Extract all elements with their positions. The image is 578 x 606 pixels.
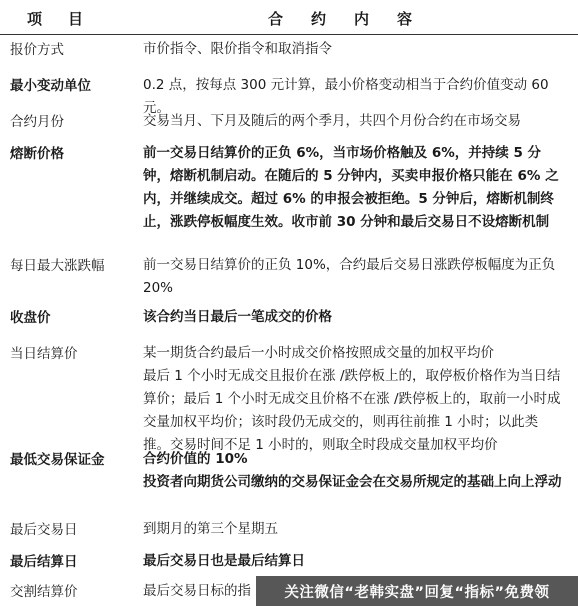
header-item: 项目	[26, 10, 109, 28]
row-label: 最小变动单位	[10, 78, 91, 94]
row-label: 最后交易日	[10, 522, 78, 538]
row-value: 最后交易日标的指	[143, 583, 251, 599]
header-content: 合约内容	[267, 10, 440, 28]
row-label: 合约月份	[10, 114, 64, 130]
row-value: 0.2 点，按每点 300 元计算，最小价格变动相当于合约价值变动 60 元。	[143, 77, 549, 116]
row-value: 交易当月、下月及随后的两个季月，共四个月份合约在市场交易	[143, 113, 521, 129]
row-label: 最后结算日	[10, 554, 78, 570]
row-value: 市价指令、限价指令和取消指令	[143, 41, 332, 57]
row-value: 某一期货合约最后一小时成交价格按照成交量的加权平均价 最后 1 个小时无成交且报价在涨 /跌停板上的，取停板价格作为当日结算价；最后 1 个小时无成交且价格不在涨 /跌停板上的，取前一小时成交量加权平均价；该时段仍无成交的，则再往前推 1 小时；以此类推。交易时间不足 1 小时的，则取全时段成交量加权平均价	[143, 345, 561, 453]
row-value: 到期月的第三个星期五	[143, 521, 278, 537]
row-value: 最后交易日也是最后结算日	[143, 553, 305, 569]
row-label: 收盘价	[10, 310, 51, 326]
watermark-text: 关注微信“老韩实盘”回复“指标”免费领	[284, 584, 550, 601]
row-label: 每日最大涨跌幅	[10, 258, 105, 274]
row-label: 熔断价格	[10, 146, 64, 162]
row-value: 前一交易日结算价的正负 10%，合约最后交易日涨跌停板幅度为正负 20%	[143, 257, 556, 296]
row-value: 该合约当日最后一笔成交的价格	[143, 309, 332, 325]
row-label: 当日结算价	[10, 346, 78, 362]
row-label: 报价方式	[10, 42, 64, 58]
watermark-banner	[256, 576, 578, 606]
row-label: 最低交易保证金	[10, 452, 105, 468]
row-label: 交割结算价	[10, 584, 78, 600]
row-value: 合约价值的 10% 投资者向期货公司缴纳的交易保证金会在交易所规定的基础上向上浮动	[143, 451, 562, 490]
table-header	[0, 0, 578, 35]
row-value: 前一交易日结算价的正负 6%，当市场价格触及 6%，并持续 5 分钟，熔断机制启动。在随后的 5 分钟内，买卖申报价格只能在 6% 之内，并继续成交。超过 6% 的申报会被拒绝。5 分钟后，熔断机制终止，涨跌停板幅度生效。收市前 30 分钟和最后交易日不设熔断机制	[143, 145, 559, 230]
